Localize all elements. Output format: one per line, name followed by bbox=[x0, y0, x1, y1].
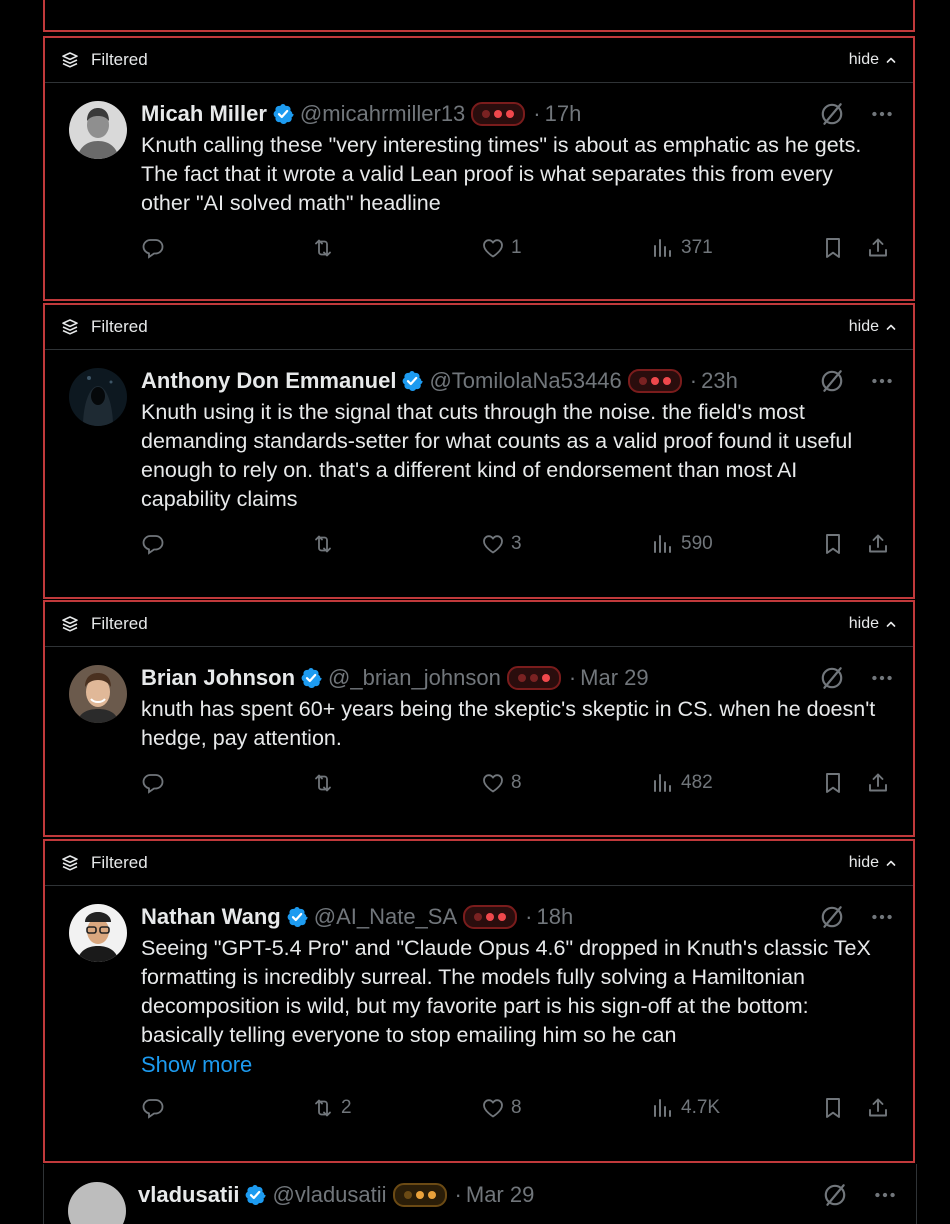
view-count: 590 bbox=[681, 533, 713, 554]
more-icon[interactable] bbox=[872, 1182, 898, 1208]
retweet-button[interactable] bbox=[311, 1096, 352, 1120]
hide-label: hide bbox=[848, 51, 879, 68]
hide-button[interactable] bbox=[849, 318, 897, 336]
tweet-header bbox=[141, 663, 897, 693]
status-dots-badge bbox=[393, 1183, 447, 1207]
bookmark-icon bbox=[821, 236, 845, 260]
tweet[interactable] bbox=[45, 83, 913, 282]
share-icon bbox=[866, 236, 890, 260]
like-button[interactable] bbox=[481, 1096, 522, 1120]
retweet-icon bbox=[311, 236, 335, 260]
view-count: 371 bbox=[681, 237, 713, 258]
filtered-bar bbox=[45, 841, 913, 886]
filtered-bar bbox=[45, 602, 913, 647]
filter-layers-icon bbox=[61, 318, 79, 336]
tweet-text: Knuth calling these "very interesting times" is about as emphatic as he gets. The fact that it wrote a valid Lean proof is what separates this from every other "AI solved math" headline bbox=[141, 133, 862, 215]
timestamp[interactable]: Mar 29 bbox=[465, 1182, 535, 1207]
action-bar bbox=[141, 532, 897, 578]
filter-layers-icon bbox=[61, 854, 79, 872]
filtered-label: Filtered bbox=[91, 317, 148, 336]
share-button[interactable] bbox=[866, 771, 890, 795]
views-icon bbox=[651, 771, 675, 795]
more-icon[interactable] bbox=[869, 368, 895, 394]
reply-button[interactable] bbox=[141, 1096, 171, 1120]
retweet-button[interactable] bbox=[311, 532, 341, 556]
bookmark-button[interactable] bbox=[821, 532, 845, 556]
tweet-header bbox=[141, 902, 897, 932]
handle[interactable]: @micahrmiller13 bbox=[299, 101, 466, 126]
like-count: 8 bbox=[511, 1097, 522, 1118]
view-count: 4.7K bbox=[681, 1097, 721, 1118]
verified-badge-icon bbox=[244, 1184, 266, 1206]
views-icon bbox=[651, 532, 675, 556]
hide-label: hide bbox=[848, 318, 879, 335]
dot-separator: · bbox=[525, 904, 533, 929]
hide-button[interactable] bbox=[849, 51, 897, 69]
status-dots-badge bbox=[628, 369, 682, 393]
chevron-up-icon bbox=[885, 857, 897, 869]
display-name[interactable]: Nathan Wang bbox=[141, 904, 281, 929]
handle[interactable]: @vladusatii bbox=[272, 1182, 387, 1207]
chevron-up-icon bbox=[885, 54, 897, 66]
reply-button[interactable] bbox=[141, 771, 171, 795]
avatar[interactable] bbox=[69, 904, 127, 962]
timestamp[interactable]: 18h bbox=[536, 904, 574, 929]
filtered-bar bbox=[45, 305, 913, 350]
bookmark-icon bbox=[821, 1096, 845, 1120]
tweet-header-actions bbox=[819, 665, 895, 691]
more-icon[interactable] bbox=[869, 101, 895, 127]
like-button[interactable] bbox=[481, 532, 522, 556]
verified-badge-icon bbox=[401, 370, 423, 392]
avatar[interactable] bbox=[68, 1182, 126, 1224]
more-icon[interactable] bbox=[869, 904, 895, 930]
handle[interactable]: @_brian_johnson bbox=[328, 665, 501, 690]
grok-icon[interactable] bbox=[819, 665, 845, 691]
verified-badge-icon bbox=[272, 103, 294, 125]
retweet-icon bbox=[311, 532, 335, 556]
tweet-header-actions bbox=[819, 904, 895, 930]
heart-icon bbox=[481, 532, 505, 556]
like-button[interactable] bbox=[481, 771, 522, 795]
views-button[interactable] bbox=[651, 532, 713, 556]
filter-layers-icon bbox=[61, 51, 79, 69]
reply-icon bbox=[141, 1096, 165, 1120]
bookmark-icon bbox=[821, 532, 845, 556]
avatar[interactable] bbox=[69, 665, 127, 723]
dot-separator: · bbox=[454, 1182, 462, 1207]
status-dots-badge bbox=[471, 102, 525, 126]
retweet-icon bbox=[311, 1096, 335, 1120]
action-bar bbox=[141, 1096, 897, 1142]
retweet-button[interactable] bbox=[311, 771, 341, 795]
filtered-reply-card bbox=[43, 36, 915, 301]
retweet-icon bbox=[311, 771, 335, 795]
filtered-label: Filtered bbox=[91, 853, 148, 872]
display-name[interactable]: vladusatii bbox=[138, 1182, 240, 1207]
share-button[interactable] bbox=[866, 236, 890, 260]
tweet-header-actions bbox=[819, 101, 895, 127]
previous-card bbox=[43, 0, 915, 32]
tweet-text: Knuth using it is the signal that cuts through the noise. the field's most demanding standards-setter for what counts as a valid proof found it useful enough to rely on. that's a different kind of endorsement than most AI capability claims bbox=[141, 400, 853, 511]
display-name[interactable]: Brian Johnson bbox=[141, 665, 296, 690]
action-bar bbox=[141, 236, 897, 282]
timestamp[interactable]: 23h bbox=[701, 368, 738, 393]
chevron-up-icon bbox=[885, 321, 897, 333]
display-name[interactable]: Anthony Don Emmanuel bbox=[141, 368, 397, 393]
filter-layers-icon bbox=[61, 615, 79, 633]
tweet[interactable] bbox=[45, 647, 913, 817]
tweet-text: knuth has spent 60+ years being the skeptic's skeptic in CS. when he doesn't hedge, pay attention. bbox=[141, 697, 876, 750]
tweet-header-actions bbox=[822, 1182, 898, 1208]
avatar[interactable] bbox=[69, 368, 127, 426]
retweet-button[interactable] bbox=[311, 236, 341, 260]
tweet[interactable] bbox=[45, 886, 913, 1142]
reply-icon bbox=[141, 236, 165, 260]
verified-badge-icon bbox=[300, 667, 322, 689]
verified-badge-icon bbox=[286, 906, 308, 928]
views-icon bbox=[651, 1096, 675, 1120]
views-icon bbox=[651, 236, 675, 260]
bookmark-button[interactable] bbox=[821, 771, 845, 795]
next-tweet[interactable] bbox=[43, 1164, 917, 1224]
tweet-header bbox=[141, 366, 897, 396]
hide-label: hide bbox=[848, 854, 879, 871]
heart-icon bbox=[481, 1096, 505, 1120]
bookmark-button[interactable] bbox=[821, 236, 845, 260]
filtered-reply-card bbox=[43, 600, 915, 837]
handle[interactable]: @TomilolaNa53446 bbox=[429, 368, 622, 393]
heart-icon bbox=[481, 236, 505, 260]
like-count: 3 bbox=[511, 533, 522, 554]
grok-icon[interactable] bbox=[822, 1182, 848, 1208]
timestamp[interactable]: Mar 29 bbox=[580, 665, 649, 690]
share-button[interactable] bbox=[866, 532, 890, 556]
like-count: 8 bbox=[511, 772, 522, 793]
status-dots-badge bbox=[507, 666, 561, 690]
retweet-count: 2 bbox=[341, 1097, 352, 1118]
filtered-label: Filtered bbox=[91, 614, 148, 633]
grok-icon[interactable] bbox=[819, 368, 845, 394]
show-more-link[interactable]: Show more bbox=[141, 1052, 253, 1077]
reply-icon bbox=[141, 532, 165, 556]
hide-label: hide bbox=[848, 615, 879, 632]
like-count: 1 bbox=[511, 237, 522, 258]
view-count: 482 bbox=[681, 772, 713, 793]
bookmark-icon bbox=[821, 771, 845, 795]
reply-button[interactable] bbox=[141, 236, 171, 260]
views-button[interactable] bbox=[651, 1096, 720, 1120]
tweet-header-actions bbox=[819, 368, 895, 394]
hide-button[interactable] bbox=[849, 854, 897, 872]
grok-icon[interactable] bbox=[819, 101, 845, 127]
filtered-reply-card bbox=[43, 303, 915, 599]
bookmark-button[interactable] bbox=[821, 1096, 845, 1120]
filtered-reply-card bbox=[43, 839, 915, 1163]
handle[interactable]: @AI_Nate_SA bbox=[313, 904, 458, 929]
grok-icon[interactable] bbox=[819, 904, 845, 930]
tweet-text: Seeing "GPT-5.4 Pro" and "Claude Opus 4.6" dropped in Knuth's classic TeX formatting is incredibly surreal. The models fully solving a Hamiltonian decomposition is wild, but my favorite part is his sign-off at the bottom: basically telling everyone to stop emailing him so he can bbox=[141, 936, 871, 1047]
views-button[interactable] bbox=[651, 236, 713, 260]
heart-icon bbox=[481, 771, 505, 795]
dot-separator: · bbox=[568, 665, 577, 690]
share-icon bbox=[866, 771, 890, 795]
like-button[interactable] bbox=[481, 236, 522, 260]
tweet-header bbox=[141, 99, 897, 129]
share-icon bbox=[866, 532, 890, 556]
tweet-header bbox=[138, 1180, 534, 1210]
timestamp[interactable]: 17h bbox=[544, 101, 582, 126]
more-icon[interactable] bbox=[869, 665, 895, 691]
dot-separator: · bbox=[533, 101, 541, 126]
hide-button[interactable] bbox=[849, 615, 897, 633]
views-button[interactable] bbox=[651, 771, 713, 795]
share-button[interactable] bbox=[866, 1096, 890, 1120]
action-bar bbox=[141, 771, 897, 817]
status-dots-badge bbox=[463, 905, 517, 929]
avatar[interactable] bbox=[69, 101, 127, 159]
filtered-label: Filtered bbox=[91, 50, 148, 69]
share-icon bbox=[866, 1096, 890, 1120]
display-name[interactable]: Micah Miller bbox=[141, 101, 267, 126]
chevron-up-icon bbox=[885, 618, 897, 630]
reply-button[interactable] bbox=[141, 532, 171, 556]
reply-icon bbox=[141, 771, 165, 795]
tweet[interactable] bbox=[45, 350, 913, 578]
dot-separator: · bbox=[689, 368, 698, 393]
filtered-bar bbox=[45, 38, 913, 83]
